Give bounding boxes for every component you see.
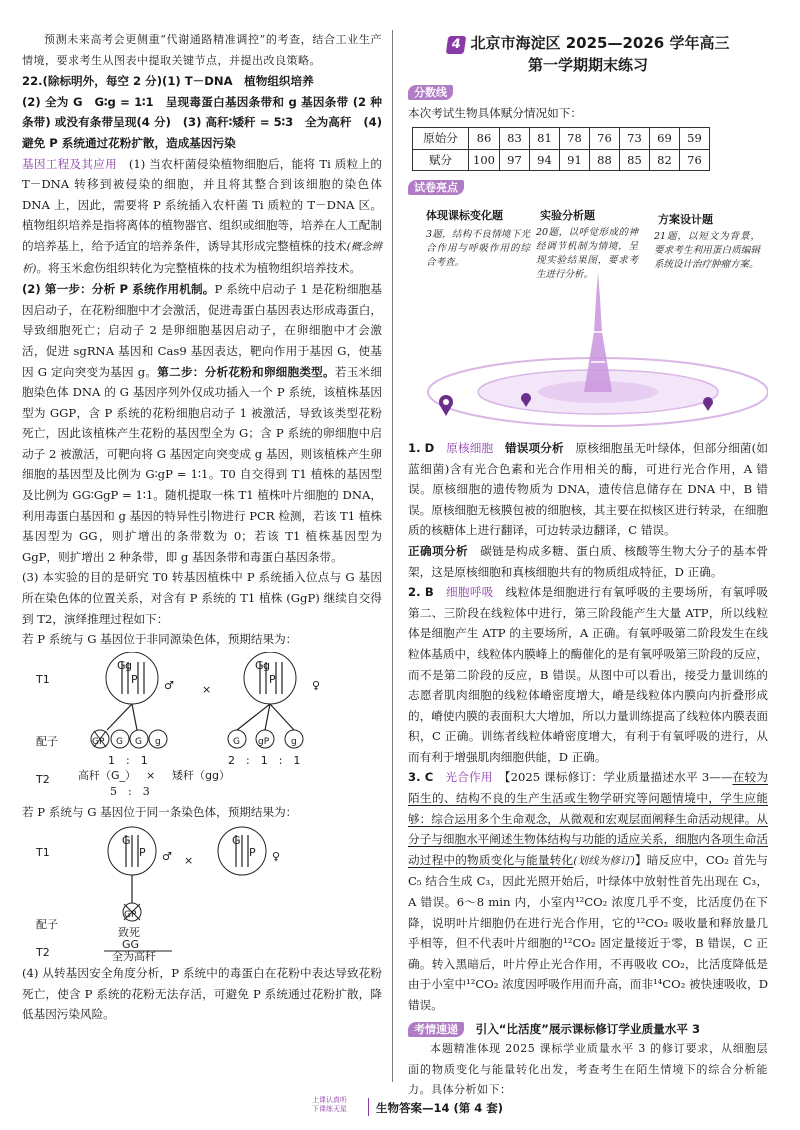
table-cell: 76	[679, 149, 709, 171]
answer-2	[408, 582, 768, 767]
answer-2-tag: 细胞呼吸	[445, 585, 494, 600]
answer-3-std-a: 【2025 课标修订：学业质量描述水平 3——	[504, 770, 733, 785]
gamete-g3-label: G	[233, 736, 240, 747]
table-row	[413, 149, 710, 171]
para-2	[22, 279, 382, 567]
para-1-end: 。将玉米愈伤组织转化为完整植株的技术为植物组织培养技术。	[36, 260, 362, 275]
para-2-lead: (2) 第一步：分析 P 系统作用机制。	[22, 282, 215, 297]
gamete-g4-label: g	[291, 736, 297, 747]
table-cell: 73	[619, 128, 649, 150]
t2-ratio: 5 : 3	[110, 784, 150, 798]
footer-logo-line2: 下课练天星	[312, 1105, 347, 1113]
location-pin-icon	[703, 397, 713, 411]
short-label: 矮秆（gg）	[172, 768, 230, 782]
trend-title: 引入“比活度”展示课标修订学业质量水平 3	[475, 1021, 701, 1036]
trend-pill: 考情速递	[408, 1022, 464, 1037]
lethal-label: 致死	[118, 926, 140, 939]
gene-label-P: P	[131, 672, 138, 686]
para-1-text: (1) 当农杆菌侵染植物细胞后，能将 Ti 质粒上的 T－DNA 转移到被侵染的细胞，并且将其整合到该细胞的染色体 DNA 上，因此，需要将 P 系统插入农杆菌 Ti 质粒的 T－DNA 区。植物组织培养是指将离体的植物器官、组织或细胞等，培养在人工配制的培养基上，给予适宜的培养条件，诱导其形成完整植株的技术	[22, 156, 382, 253]
location-pin-icon	[439, 395, 453, 416]
male-symbol-2: ♂	[162, 850, 172, 863]
answer-3-std-c: 】	[634, 852, 647, 867]
highlight-3-title: 方案设计题	[658, 212, 713, 226]
case-2-text: 若 P 系统与 G 基因位于同一条染色体，预期结果为：	[22, 805, 298, 820]
answer-2-number: 2. B	[408, 585, 434, 600]
table-cell: 59	[679, 128, 709, 150]
gamete-g1-label: G	[116, 736, 123, 747]
trend-text: 本题精准体现 2025 课标学业质量水平 3 的修订要求，从细胞层面的物质变化与能量转化出发，考查考生在陌生情境下的综合分析能力。具体分析如下：	[408, 1042, 768, 1097]
left-column	[22, 30, 382, 1025]
t2-label: T2	[36, 772, 50, 786]
table-cell: 76	[589, 128, 619, 150]
score-intro: 本次考试生物具体赋分情况如下：	[408, 105, 582, 120]
page-footer	[0, 1096, 800, 1120]
column-divider	[392, 30, 393, 1082]
t1b-label: T1	[36, 846, 50, 859]
all-tall-label: 全为高秆	[112, 950, 156, 963]
female-symbol-2: ♀	[272, 850, 281, 863]
highlight-1-desc: 3题，结构不良情境下光合作用与呼吸作用的综合考查。	[426, 228, 530, 268]
para-4: (4) 从转基因安全角度分析，P 系统中的毒蛋白在花粉中表达导致花粉死亡，使含 P 系统的花粉无法存活，可避免 P 系统通过花粉扩散，降低基因污染风险。	[22, 966, 382, 1022]
cross-diagram-2-svg	[22, 825, 382, 961]
answer-3-text: 暗反应中，CO₂ 首先与 C₅ 结合生成 C₃，因此光照开始后，叶绿体中放射性首先出现在 C₃，A 错误。6～8 min 内，小室内¹²CO₂ 浓度几乎不变，比活度仍在下降，说明叶片细胞仍在进行光合作用，它的¹²CO₂ 吸收量和释放量几乎相等，但不代表叶片细胞的¹²CO₂ 固定量接近于零，B 错误，C 正确。转入黑暗后，叶片停止光合作用，不再吸收 CO₂，比活度降低是由于小室中¹²CO₂ 浓度因呼吸作用而升高，而非¹⁴CO₂ 被快速吸收，D 错误。	[408, 852, 768, 1012]
case-1-text: 若 P 系统与 G 基因位于非同源染色体，预期结果为：	[22, 632, 298, 647]
table-cell: 88	[589, 149, 619, 171]
gamete-gp-label: GP	[92, 736, 105, 747]
answer-1	[408, 438, 768, 541]
right-column	[408, 30, 768, 1101]
answer-1-lead: 错误项分析	[504, 440, 564, 455]
footer-logo-line1: 上课认真听	[312, 1096, 347, 1104]
answer-1b-text: 碳链是构成多糖、蛋白质、核酸等生物大分子的基本骨架，这是原核细胞和真核细胞共有的物质组成特征，D 正确。	[408, 543, 768, 579]
gamete-label: 配子	[36, 734, 58, 748]
gene-label-G-female: G	[255, 658, 264, 672]
intro-text: 预测未来高考会更侧重“代谢通路精准调控”的考查，结合工业生产情境，要求考生从图表中提取关键节点，并提出改良策略。	[22, 33, 382, 67]
cross-diagram-1	[22, 652, 382, 786]
table-cell: 91	[559, 149, 589, 171]
cross-diagram-2	[22, 825, 382, 961]
gene-label-g: g	[125, 658, 132, 672]
gene2-label-G: G	[122, 834, 131, 847]
gene2-label-P-f: P	[249, 846, 256, 859]
table-header: 原始分	[413, 128, 469, 150]
ratio-male: 1 : 1	[108, 753, 148, 767]
gg-label: GG	[122, 938, 140, 951]
para-1-note: (概念辨析)	[22, 240, 382, 275]
gamete-g1b-label: G	[135, 736, 142, 747]
cross-symbol-2: ×	[184, 854, 194, 867]
table-cell: 100	[469, 149, 500, 171]
gene2-label-P: P	[139, 846, 146, 859]
score-table	[412, 127, 710, 171]
highlight-1-title: 体现课标变化题	[426, 208, 503, 222]
answer-3-tag: 光合作用	[445, 770, 493, 785]
topic-tag: 基因工程及其应用	[22, 156, 117, 171]
gene-label-G: G	[117, 658, 126, 672]
para-2b-text: 若玉米细胞染色体 DNA 的 G 基因序列外仅成功插入一个 P 系统，该植株基因型为 GGP，含 P 系统的花粉细胞启动子 1 被激活，导致该类型花粉死亡，因此该植株产生花粉的基因型全为 G；含 P 系统的卵细胞中启动子 2 被激活，可靶向将 G 基因定向突变成 g 基因，则该植株产生卵细胞的基因型及比例为 G∶gP = 1∶1。T0 自交得到 T1 植株的基因型及比例为 GG∶GgP = 1∶1。随机提取一株 T1 植株叶片细胞的 DNA，利用毒蛋白基因和 g 基因的特异性引物进行 PCR 检测，若该 T1 植株基因型为 GG，则扩增出的条带数为 0；若该 T1 植株基因型为 GgP，则扩增出 2 种条带，即 g 基因条带和毒蛋白基因条带。	[22, 364, 382, 564]
female-symbol: ♀	[312, 678, 321, 692]
t2b-label: T2	[36, 946, 50, 959]
ratio-colon: ×	[146, 768, 156, 782]
q22-answer-line1: (除标明外，每空 2 分)(1) T－DNA 植物组织培养	[42, 74, 314, 89]
section-number: 4	[445, 36, 466, 54]
para-1	[22, 154, 382, 280]
highlight-3-desc: 21题，以短文为背景，要求考生利用蛋白质编辑系统设计治疗肿瘤方案。	[654, 230, 760, 270]
para-2-step2: 第二步：分析花粉和卵细胞类型。	[157, 364, 335, 379]
highlight-2-title: 实验分析题	[540, 208, 595, 222]
gene-label-P-female: P	[269, 672, 276, 686]
table-cell: 82	[649, 149, 679, 171]
highlight-2-desc: 20题，以呼觉形成的神经调节机制为情境，呈现实验结果图，要求考生进行分析。	[536, 226, 638, 280]
table-cell: 81	[529, 128, 559, 150]
gamete-gp2-label: gP	[258, 736, 270, 747]
score-pill: 分数线	[408, 85, 453, 100]
q22-answer-1	[22, 71, 382, 92]
tall-label: 高秆（G_）	[78, 768, 137, 782]
answer-3-std-b: 在较为陌生的、结构不良的生产生活或生物学研究等问题情境中，学生应能够：综合运用多个生命观念，从微观和宏观层面阐释生命活动规律。从分子与细胞水平阐述生物体结构与功能的适应关系，细胞内各项生命活动过程中的物质变化与能量转化	[408, 770, 768, 867]
q22-answer-2: (2) 全为 G G∶g = 1∶1 呈现毒蛋白基因条带和 g 基因条带 (2 种条带) 或没有条带呈现(4 分) (3) 高秆∶矮秆 = 5∶3 全为高秆 (4) 避免 P 系统通过花粉扩散，造成基因污染	[22, 94, 382, 150]
highlights-graphic	[408, 202, 768, 438]
cross-symbol: ×	[202, 682, 212, 696]
answer-3-number: 3. C	[408, 770, 434, 785]
male-symbol: ♂	[164, 678, 174, 692]
table-cell: 78	[559, 128, 589, 150]
gamete-label-2: 配子	[36, 918, 58, 931]
q22-number: 22.	[22, 74, 43, 89]
gene-label-g-female: g	[263, 658, 270, 672]
table-cell: 85	[619, 149, 649, 171]
answer-1b	[408, 541, 768, 582]
footer-page-label: 生物答案—14 (第 4 套)	[376, 1101, 504, 1115]
answer-2-text: 线粒体是细胞进行有氧呼吸的主要场所，有氧呼吸第二、三阶段在线粒体中进行，第三阶段能产生大量 ATP，所以线粒体是细胞产生 ATP 的主要场所，A 正确。有氧呼吸第二阶段发生在线粒体基质中，线粒体内膜峰上的酶催化的是有氧呼吸第三阶段的反应，而不是第二阶段的反应，B 错误。从图中可以看出，接受力量训练的志愿者肌肉细胞的线粒体嵴密度增大，嵴是线粒体内膜向内折叠形成的，嵴使内膜的表面积大大增加，所以力量训练提高了线粒体内膜表面积，C 正确。训练者线粒体嵴密度增大，有利于有氧呼吸的进行，从而有利于增强肌肉细胞供能，D 正确。	[408, 585, 768, 764]
gene2-label-G-f: G	[232, 834, 241, 847]
answer-1-lead2: 正确项分析	[408, 543, 469, 558]
table-cell: 83	[499, 128, 529, 150]
para-2-text: P 系统中启动子 1 是花粉细胞基因启动子，在花粉细胞中才会激活，促进毒蛋白基因表达形成毒蛋白，导致细胞死亡；启动子 2 是卵细胞基因启动子，在卵细胞中才会激活，促进 sgRNA 基因和 Cas9 基因表达，靶向作用于基因 G，使基因 G 定向突变为基因 g。	[22, 282, 382, 379]
footer-separator	[368, 1098, 369, 1116]
para-3: (3) 本实验的目的是研究 T0 转基因植株中 P 系统插入位点与 G 基因所在染色体的位置关系，对含有 P 系统的 T1 植株 (GgP) 继续自交得到 T2，演绎推理过程如下：	[22, 570, 382, 626]
table-cell: 97	[499, 149, 529, 171]
answer-3-std-note: (划线为修订)	[573, 854, 635, 867]
ratio-female: 2 : 1 : 1	[228, 753, 301, 767]
table-row	[413, 128, 710, 150]
table-cell: 86	[469, 128, 500, 150]
highlights-pill: 试卷亮点	[408, 180, 464, 195]
title-line-1: 北京市海淀区 2025—2026 学年高三	[470, 34, 730, 52]
section-title	[408, 32, 768, 76]
table-cell: 94	[529, 149, 559, 171]
title-line-2: 第一学期期末练习	[527, 56, 648, 74]
answer-1-tag: 原核细胞	[446, 440, 494, 455]
trend-header	[408, 1019, 768, 1040]
gamete-gp-label-2: GP	[124, 910, 137, 920]
answer-3	[408, 767, 768, 1015]
answer-1-text: 原核细胞虽无叶绿体，但部分细菌(如蓝细菌)含有光合色素和光合作用相关的酶，可进行光合作用，A 错误。原核细胞的遗传物质为 DNA，遗传信息储存在 DNA 中，B 错误。原核细胞无核膜包被的细胞核，其主要在拟核区进行转录，在细胞质的核糖体上进行翻译，可边转录边翻译，C 错误。	[408, 440, 768, 538]
footer-logo	[312, 1096, 370, 1114]
gamete-g2-label: g	[155, 736, 161, 747]
table-header: 赋分	[413, 149, 469, 171]
answer-1-number: 1. D	[408, 440, 435, 455]
table-cell: 69	[649, 128, 679, 150]
t1-label: T1	[36, 672, 50, 686]
